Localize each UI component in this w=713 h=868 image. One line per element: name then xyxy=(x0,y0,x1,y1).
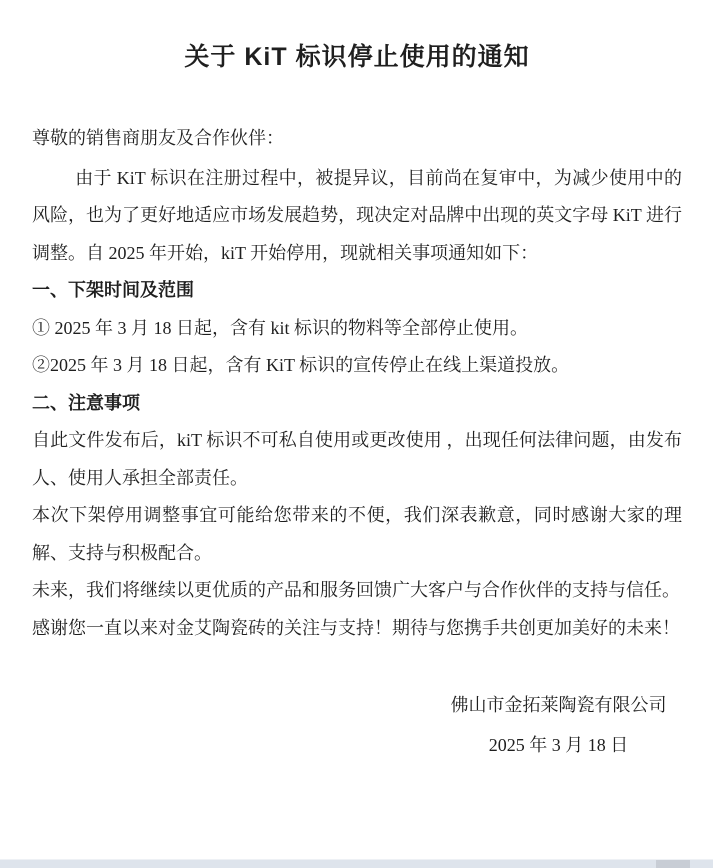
document-title: 关于 KiT 标识停止使用的通知 xyxy=(184,43,530,71)
section2-paragraph-2: 本次下架停用调整事宜可能给您带来的不便，我们深表歉意，同时感谢大家的理解、支持与积极配合。 xyxy=(32,505,682,563)
section2-paragraph-1: 自此文件发布后，kiT 标识不可私自使用或更改使用 ，出现任何法律问题，由发布人、使用人承担全部责任。 xyxy=(32,430,682,488)
intro-paragraph: 由于 KiT 标识在注册过程中，被提异议，目前尚在复审中，为减少使用中的风险，也为了更好地适应市场发展趋势，现决定对品牌中出现的英文字母 KiT 进行调整。自 2025 年开始，kiT 开始停用，现就相关事项通知如下： xyxy=(32,167,682,263)
greeting-line: 尊敬的销售商朋友及合作伙伴： xyxy=(32,128,284,148)
section1-item-2: ②2025 年 3 月 18 日起，含有 KiT 标识的宣传停止在线上渠道投放。 xyxy=(32,355,570,375)
signature-date: 2025 年 3 月 18 日 xyxy=(488,735,629,755)
taskbar-edge-strip[interactable] xyxy=(0,859,713,868)
section2-heading: 二、注意事项 xyxy=(32,392,140,413)
section2-paragraph-3: 未来，我们将继续以更优质的产品和服务回馈广大客户与合作伙伴的支持与信任。 xyxy=(32,580,680,600)
section2-paragraph-4: 感谢您一直以来对金艾陶瓷砖的关注与支持！期待与您携手共创更加美好的未来！ xyxy=(32,617,680,638)
taskbar-app-segment[interactable] xyxy=(656,860,690,868)
signature-block xyxy=(392,685,713,765)
signature-company: 佛山市金拓莱陶瓷有限公司 xyxy=(450,695,667,715)
section1-item-1: ① 2025 年 3 月 18 日起，含有 kit 标识的物料等全部停止使用。 xyxy=(32,317,528,338)
section1-heading: 一、下架时间及范围 xyxy=(32,280,194,300)
